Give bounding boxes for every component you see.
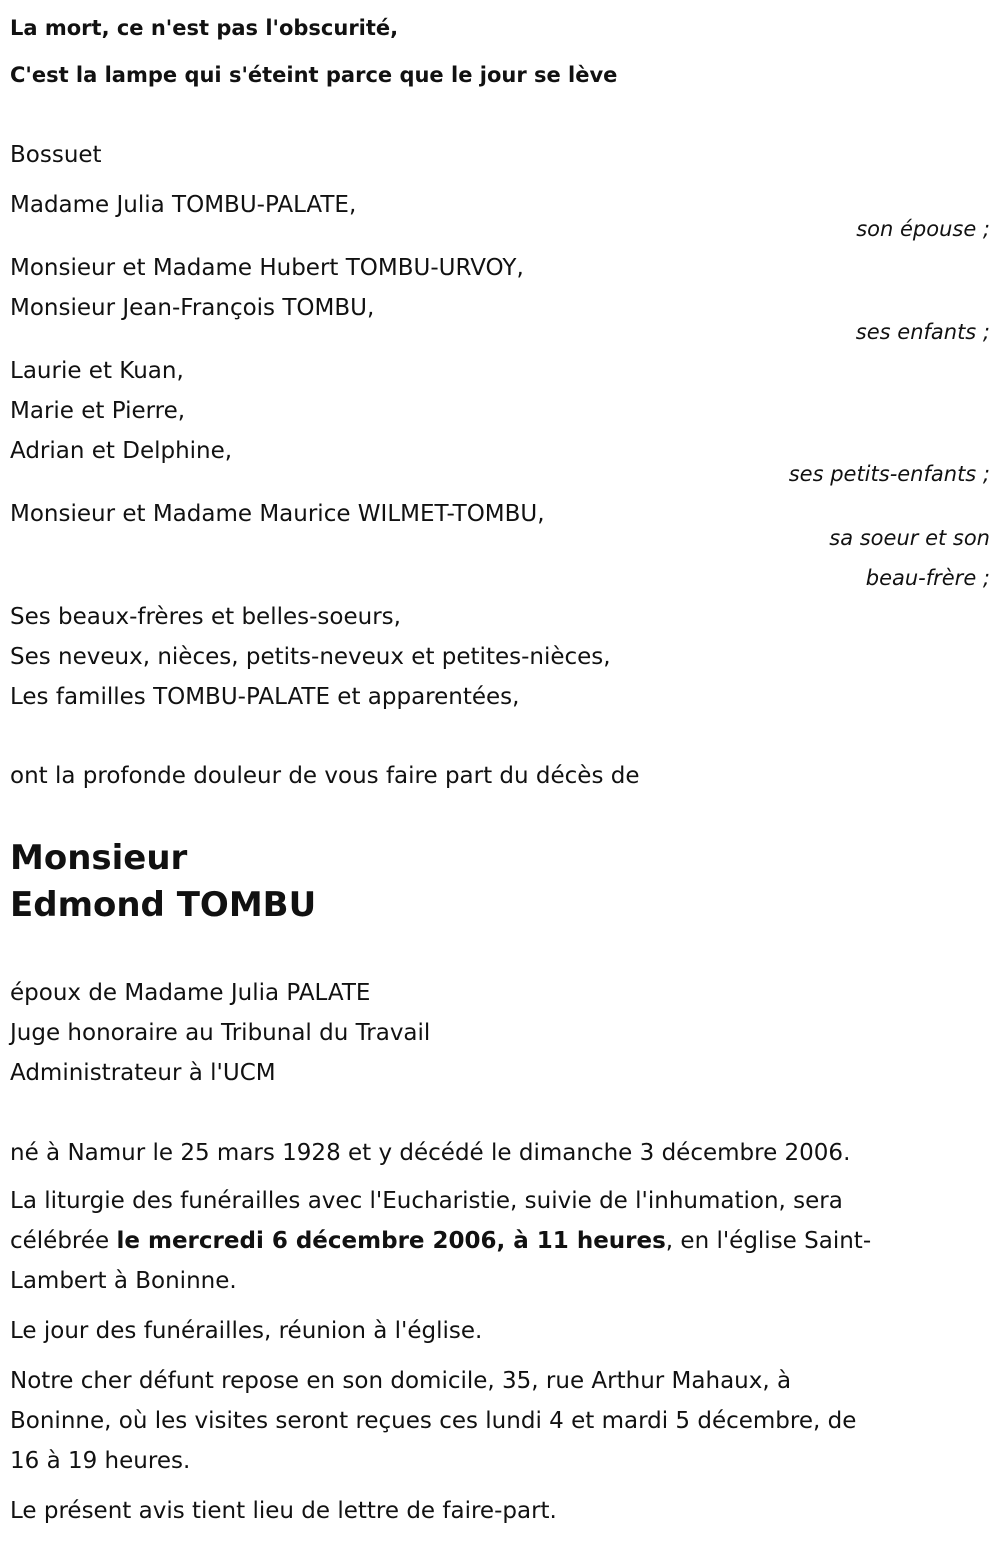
rest-line: Notre cher défunt repose en son domicile, 35, rue Arthur Mahaux, à — [10, 1368, 792, 1394]
funeral-line: Lambert à Boninne. — [10, 1268, 237, 1294]
meeting: Le jour des funérailles, réunion à l'église. — [10, 1318, 483, 1344]
spouse-role: son épouse ; — [856, 217, 990, 241]
quote-line-1: La mort, ce n'est pas l'obscurité, — [10, 16, 399, 40]
funeral-line: La liturgie des funérailles avec l'Eucharistie, suivie de l'inhumation, sera — [10, 1188, 843, 1214]
grandchildren-role: ses petits-enfants ; — [788, 462, 990, 486]
deceased-title: Monsieur — [10, 838, 188, 878]
rest-line: 16 à 19 heures. — [10, 1448, 191, 1474]
other-relatives: Les familles TOMBU-PALATE et apparentées, — [10, 684, 520, 710]
detail-line: Juge honoraire au Tribunal du Travail — [10, 1020, 431, 1046]
announcement: ont la profonde douleur de vous faire part du décès de — [10, 763, 640, 789]
child-name: Monsieur et Madame Hubert TOMBU-URVOY, — [10, 255, 524, 281]
birth-death: né à Namur le 25 mars 1928 et y décédé le dimanche 3 décembre 2006. — [10, 1140, 851, 1166]
sister-role: sa soeur et son — [829, 526, 990, 550]
detail-line: Administrateur à l'UCM — [10, 1060, 276, 1086]
quote-author: Bossuet — [10, 142, 102, 168]
rest-line: Boninne, où les visites seront reçues ces lundi 4 et mardi 5 décembre, de — [10, 1408, 857, 1434]
grandchild-name: Marie et Pierre, — [10, 398, 186, 424]
closing: Le présent avis tient lieu de lettre de faire-part. — [10, 1498, 557, 1524]
children-role: ses enfants ; — [855, 320, 990, 344]
funeral-line — [10, 1221, 871, 1261]
other-relatives: Ses beaux-frères et belles-soeurs, — [10, 604, 401, 630]
grandchild-name: Adrian et Delphine, — [10, 438, 233, 464]
grandchild-name: Laurie et Kuan, — [10, 358, 184, 384]
quote-line-2: C'est la lampe qui s'éteint parce que le jour se lève — [10, 63, 618, 87]
spouse-name: Madame Julia TOMBU-PALATE, — [10, 192, 357, 218]
deceased-name: Edmond TOMBU — [10, 885, 317, 925]
sister-role: beau-frère ; — [865, 566, 990, 590]
sister-name: Monsieur et Madame Maurice WILMET-TOMBU, — [10, 501, 545, 527]
other-relatives: Ses neveux, nièces, petits-neveux et petites-nièces, — [10, 644, 611, 670]
funeral-text: , en l'église Saint- — [665, 1228, 872, 1254]
funeral-text: célébrée — [10, 1228, 117, 1254]
funeral-date: le mercredi 6 décembre 2006, à 11 heures — [116, 1228, 666, 1254]
child-name: Monsieur Jean-François TOMBU, — [10, 295, 375, 321]
detail-line: époux de Madame Julia PALATE — [10, 980, 371, 1006]
